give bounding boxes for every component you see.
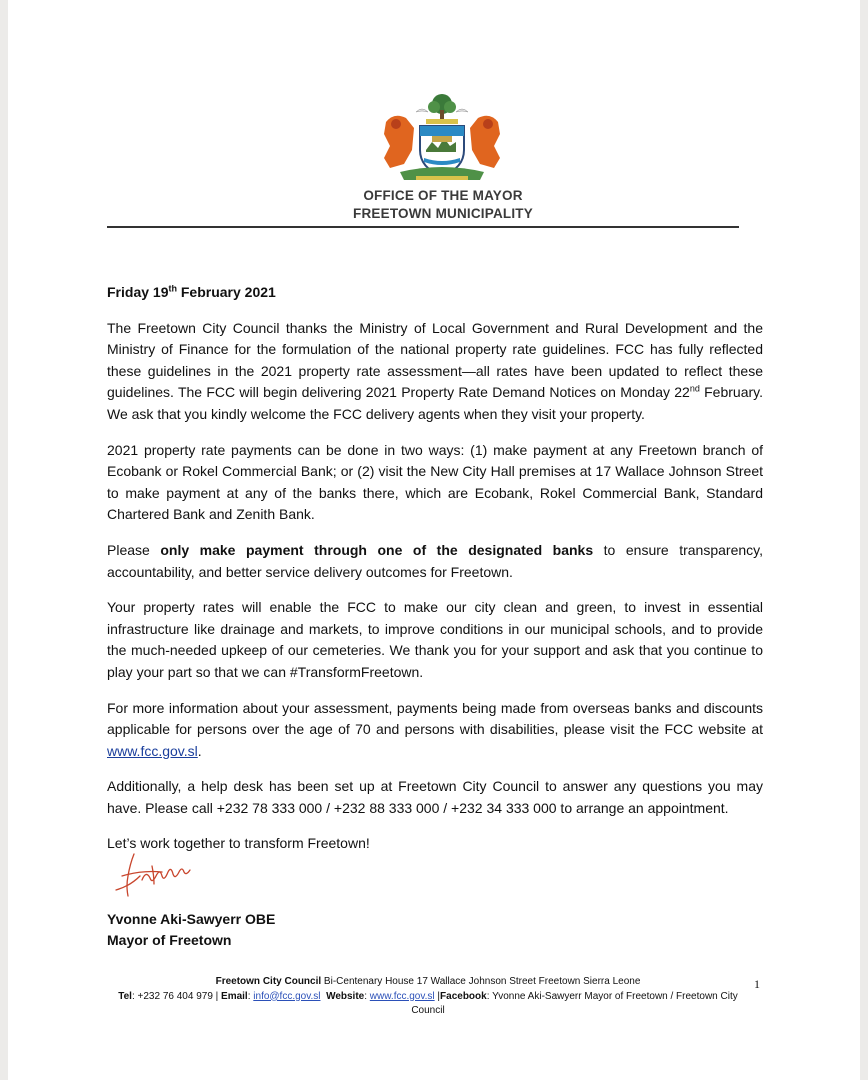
- date-superscript: th: [168, 283, 177, 294]
- freetown-coat-of-arms-icon: [376, 92, 508, 184]
- signer-name: Yvonne Aki-Sawyerr OBE: [107, 911, 276, 927]
- footer-website-label: Website: [326, 990, 365, 1002]
- footer-address: Bi-Centenary House 17 Wallace Johnson Street Freetown Sierra Leone: [321, 976, 641, 987]
- office-title-line1: OFFICE OF THE MAYOR: [363, 188, 523, 203]
- paragraph-more-info-text: For more information about your assessment, payments being made from overseas banks and discounts applicable for persons over the age of 70 and persons with disabilities, please visit the FCC website at: [107, 699, 763, 738]
- paragraph-more-info: [107, 698, 763, 763]
- footer-website-link[interactable]: www.fcc.gov.sl: [369, 990, 435, 1002]
- footer-contact-line: Tel: +232 76 404 979 | Email: info@fcc.gov.sl Website: www.fcc.gov.sl |Facebook: Yvonne Aki-Sawyerr Mayor of Freetown / Freetown City Council: [118, 990, 738, 1016]
- footer-email-label: Email: [221, 990, 248, 1002]
- paragraph-designated-banks-pre: Please: [107, 541, 161, 558]
- paragraph-designated-banks-emphasis: only make payment through one of the designated banks: [160, 541, 594, 558]
- paragraph-designated-banks-post: to ensure transparency, accountability, and better service delivery outcomes for Freetown.: [107, 541, 763, 580]
- paragraph-rates-purpose: Your property rates will enable the FCC to make our city clean and green, to invest in essential infrastructure like drainage and markets, to improve conditions in our municipal schools, and to provide the much-needed upkeep of our cemeteries. We thank you for your support and ask that you continue to play your part so that we can #TransformFreetown.: [107, 599, 763, 680]
- footer-facebook-label: Facebook: [440, 990, 487, 1002]
- letterhead-footer: [118, 975, 738, 1019]
- letter-date: [107, 282, 763, 304]
- paragraph-thanks-text: The Freetown City Council thanks the Ministry of Local Government and Rural Development and the Ministry of Finance for the formulation of the national property rate guidelines. FCC has fully reflected these guidelines in the 2021 property rate assessment—all rates have been updated to reflect these guidelines. The FCC will begin delivering 2021 Property Rate Demand Notices on Monday 22: [107, 319, 763, 401]
- paragraph-more-info-end: .: [197, 742, 202, 759]
- footer-tel-label: Tel: [118, 990, 132, 1002]
- header-divider: [107, 226, 739, 228]
- footer-tel-value: : +232 76 404 979 |: [131, 990, 222, 1002]
- office-title-line2: FREETOWN MUNICIPALITY: [353, 206, 533, 221]
- paragraph-thanks-tail: February. We ask that you kindly welcome the FCC delivery agents when they visit your property.: [107, 384, 763, 422]
- letter-page: [8, 0, 860, 1080]
- date-suffix: February 2021: [176, 284, 276, 300]
- letter-body: [107, 282, 763, 869]
- page-number: 1: [754, 977, 760, 991]
- paragraph-payment-methods: 2021 property rate payments can be done in two ways: (1) make payment at any Freetown branch of Ecobank or Rokel Commercial Bank; or (2) visit the New City Hall premises at 17 Wallace Johnson Street to make payment at any of the banks there, which are Ecobank, Rokel Commercial Bank, Standard Chartered Bank and Zenith Bank.: [107, 441, 763, 523]
- handwritten-signature: [112, 850, 212, 900]
- paragraph-thanks-superscript: nd: [689, 383, 700, 394]
- fcc-website-link[interactable]: www.fcc.gov.sl: [107, 742, 198, 759]
- footer-website-sep: :: [364, 990, 370, 1002]
- signer-title: Mayor of Freetown: [107, 932, 232, 948]
- footer-email-sep: :: [247, 990, 254, 1002]
- paragraph-thanks: [107, 318, 763, 426]
- office-title: [258, 187, 628, 223]
- footer-facebook-value: : Yvonne Aki-Sawyerr Mayor of Freetown / Freetown City Council: [411, 990, 738, 1016]
- footer-council-name: Freetown City Council: [215, 976, 322, 987]
- paragraph-closing: Let’s work together to transform Freetown!: [107, 835, 370, 852]
- paragraph-designated-banks: [107, 540, 763, 583]
- date-prefix: Friday 19: [107, 284, 169, 300]
- signer-block: [107, 909, 275, 951]
- footer-address-line: [118, 975, 738, 990]
- footer-email-link[interactable]: info@fcc.gov.sl: [253, 990, 321, 1002]
- paragraph-help-desk: Additionally, a help desk has been set up at Freetown City Council to answer any questions you may have. Please call +232 78 333 000 / +232 88 333 000 / +232 34 333 000 to arrange an appointment.: [107, 778, 763, 816]
